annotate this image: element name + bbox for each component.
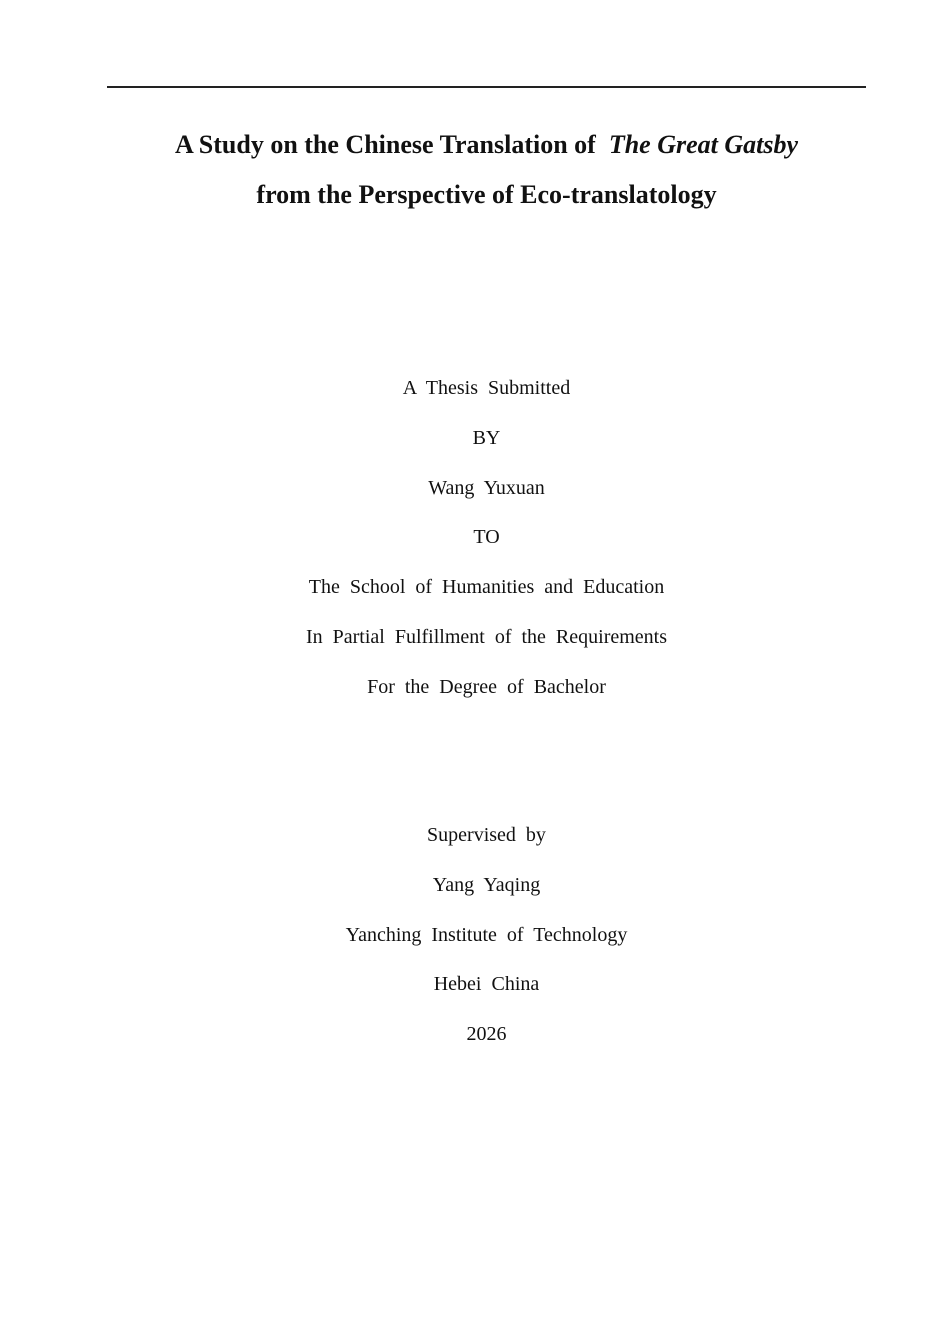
- to-label: TO: [473, 526, 500, 549]
- school-name: The School of Humanities and Education: [308, 576, 665, 599]
- author-name: Wang Yuxuan: [428, 476, 545, 499]
- submission-info: [90, 364, 883, 713]
- degree-statement: For the Degree of Bachelor: [367, 675, 606, 698]
- year: 2026: [466, 1023, 507, 1046]
- title-prefix: A Study on the Chinese Translation of: [174, 130, 596, 159]
- top-horizontal-rule: [107, 86, 866, 88]
- thesis-submitted-label: A Thesis Submitted: [402, 377, 571, 399]
- supervised-by-label: Supervised by: [427, 824, 546, 846]
- institution-name: Yanching Institute of Technology: [345, 923, 628, 946]
- supervisor-name: Yang Yaqing: [432, 873, 541, 896]
- thesis-title: [90, 120, 883, 220]
- by-label: BY: [472, 426, 501, 449]
- requirements-statement: In Partial Fulfillment of the Requirements: [305, 625, 668, 648]
- supervision-info: [90, 811, 883, 1060]
- location: Hebei China: [433, 973, 540, 996]
- book-title: The Great Gatsby: [608, 130, 799, 159]
- title-line-1: [90, 120, 883, 170]
- title-line-2: from the Perspective of Eco-translatology: [256, 180, 717, 209]
